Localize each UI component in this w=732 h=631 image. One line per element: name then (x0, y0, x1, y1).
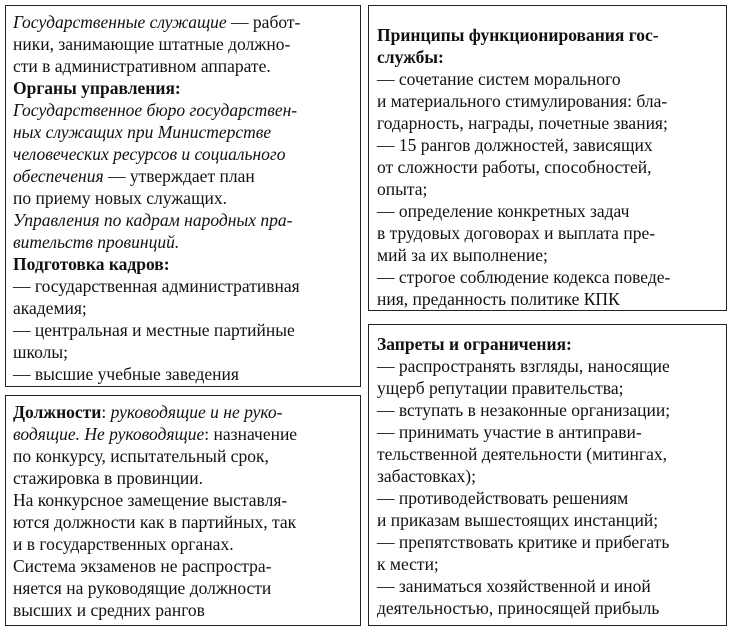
text-line (13, 55, 354, 77)
body-text: и в государственных органах. (13, 534, 234, 554)
body-text: тельственной деятельности (митингах, (377, 444, 667, 464)
text-line (377, 288, 720, 310)
body-text: няется на руководящие должности (13, 578, 272, 598)
text-line (377, 178, 720, 200)
body-text: к мести; (377, 554, 439, 574)
body-text: — центральная и местные партийные (13, 320, 295, 340)
heading-text: службы: (377, 47, 444, 67)
text-line (13, 187, 354, 209)
text-line (377, 399, 720, 421)
text-line (13, 275, 354, 297)
text-line (13, 401, 354, 423)
body-text: по приему новых служащих. (13, 188, 228, 208)
text-line (377, 244, 720, 266)
text-line (377, 531, 720, 553)
body-text: годарность, награды, почетные звания; (377, 113, 668, 133)
body-text: школы; (13, 342, 68, 362)
italic-text: руководящие и не руко- (110, 402, 283, 422)
text-line (13, 533, 354, 555)
text-line (13, 319, 354, 341)
body-text: сти в административном аппарате. (13, 56, 271, 76)
body-text: — 15 рангов должностей, зависящих (377, 135, 653, 155)
body-text: — утверждает план (103, 166, 255, 186)
body-text: деятельностью, приносящей прибыль (377, 598, 660, 618)
body-text: и приказам вышестоящих инстанций; (377, 510, 659, 530)
heading-text: Принципы функционирования гос- (377, 25, 659, 45)
text-line (377, 222, 720, 244)
text-line (377, 90, 720, 112)
italic-text: Государственное бюро государствен- (13, 100, 298, 120)
civil-servants-box (5, 5, 361, 387)
body-text: ущерб репутации правительства; (377, 378, 624, 398)
body-text: — высшие учебные заведения (13, 364, 239, 384)
italic-text: вительств провинций. (13, 232, 180, 252)
text-line (13, 253, 354, 275)
text-line (377, 112, 720, 134)
body-text: Система экзаменов не распростра- (13, 556, 272, 576)
text-line (377, 24, 720, 46)
text-line (13, 231, 354, 253)
text-line (377, 487, 720, 509)
italic-text: водящие. Не руководящие (13, 424, 205, 444)
body-text: по конкурсу, испытательный срок, (13, 446, 269, 466)
text-line (377, 597, 720, 619)
text-line (377, 46, 720, 68)
body-text: ния, преданность политике КПК (377, 289, 620, 309)
text-line (377, 355, 720, 377)
text-line (13, 423, 354, 445)
body-text: ются должности как в партийных, так (13, 512, 297, 532)
text-line (377, 443, 720, 465)
principles-box (368, 5, 727, 311)
italic-text: человеческих ресурсов и социального (13, 144, 286, 164)
text-line (13, 297, 354, 319)
text-line (377, 465, 720, 487)
text-line (13, 33, 354, 55)
text-line (13, 599, 354, 621)
heading-text: Органы управления: (13, 78, 181, 98)
body-text: — государственная административная (13, 276, 300, 296)
text-line (13, 77, 354, 99)
text-line (377, 156, 720, 178)
italic-text: ных служащих при Министерстве (13, 122, 272, 142)
text-line (377, 553, 720, 575)
text-line (377, 333, 720, 355)
text-line (377, 509, 720, 531)
text-line (13, 555, 354, 577)
body-text: забастовках); (377, 466, 476, 486)
text-line (13, 11, 354, 33)
text-line (377, 68, 720, 90)
text-line (377, 134, 720, 156)
body-text: — распространять взгляды, наносящие (377, 356, 670, 376)
text-line (13, 577, 354, 599)
body-text: На конкурсное замещение выставля- (13, 490, 288, 510)
text-line (13, 341, 354, 363)
body-text: — работ- (226, 12, 301, 32)
heading-text: Запреты и ограничения: (377, 334, 572, 354)
text-line (13, 165, 354, 187)
body-text: : назначение (204, 424, 298, 444)
restrictions-box (368, 324, 727, 626)
text-line (377, 200, 720, 222)
body-text: : (101, 402, 111, 422)
heading-text: Должности (13, 402, 102, 422)
text-line (377, 266, 720, 288)
text-line (377, 377, 720, 399)
text-line (13, 445, 354, 467)
italic-text: Государственные служащие (13, 12, 227, 32)
body-text: стажировка в провинции. (13, 468, 203, 488)
body-text: от сложности работы, способностей, (377, 157, 652, 177)
body-text: опыта; (377, 179, 428, 199)
body-text: — вступать в незаконные организации; (377, 400, 671, 420)
body-text: в трудовых договорах и выплата пре- (377, 223, 656, 243)
body-text: высших и средних рангов (13, 600, 205, 620)
body-text: — определение конкретных задач (377, 201, 630, 221)
body-text: — строгое соблюдение кодекса поведе- (377, 267, 671, 287)
text-line (13, 143, 354, 165)
italic-text: Управления по кадрам народных пра- (13, 210, 293, 230)
body-text: — препятствовать критике и прибегать (377, 532, 670, 552)
body-text: — противодействовать решениям (377, 488, 629, 508)
text-line (13, 209, 354, 231)
body-text: мий за их выполнение; (377, 245, 548, 265)
body-text: — заниматься хозяйственной и иной (377, 576, 651, 596)
body-text: ники, занимающие штатные должно- (13, 34, 291, 54)
text-line (377, 421, 720, 443)
body-text: — принимать участие в антиправи- (377, 422, 642, 442)
body-text: и материального стимулирования: бла- (377, 91, 668, 111)
text-line (13, 99, 354, 121)
text-line (13, 467, 354, 489)
body-text: академия; (13, 298, 87, 318)
text-line (13, 489, 354, 511)
heading-text: Подготовка кадров: (13, 254, 170, 274)
text-line (377, 575, 720, 597)
text-line (13, 363, 354, 385)
positions-box (5, 395, 361, 626)
text-line (13, 121, 354, 143)
body-text: — сочетание систем морального (377, 69, 621, 89)
text-line (13, 511, 354, 533)
italic-text: обеспечения (13, 166, 104, 186)
